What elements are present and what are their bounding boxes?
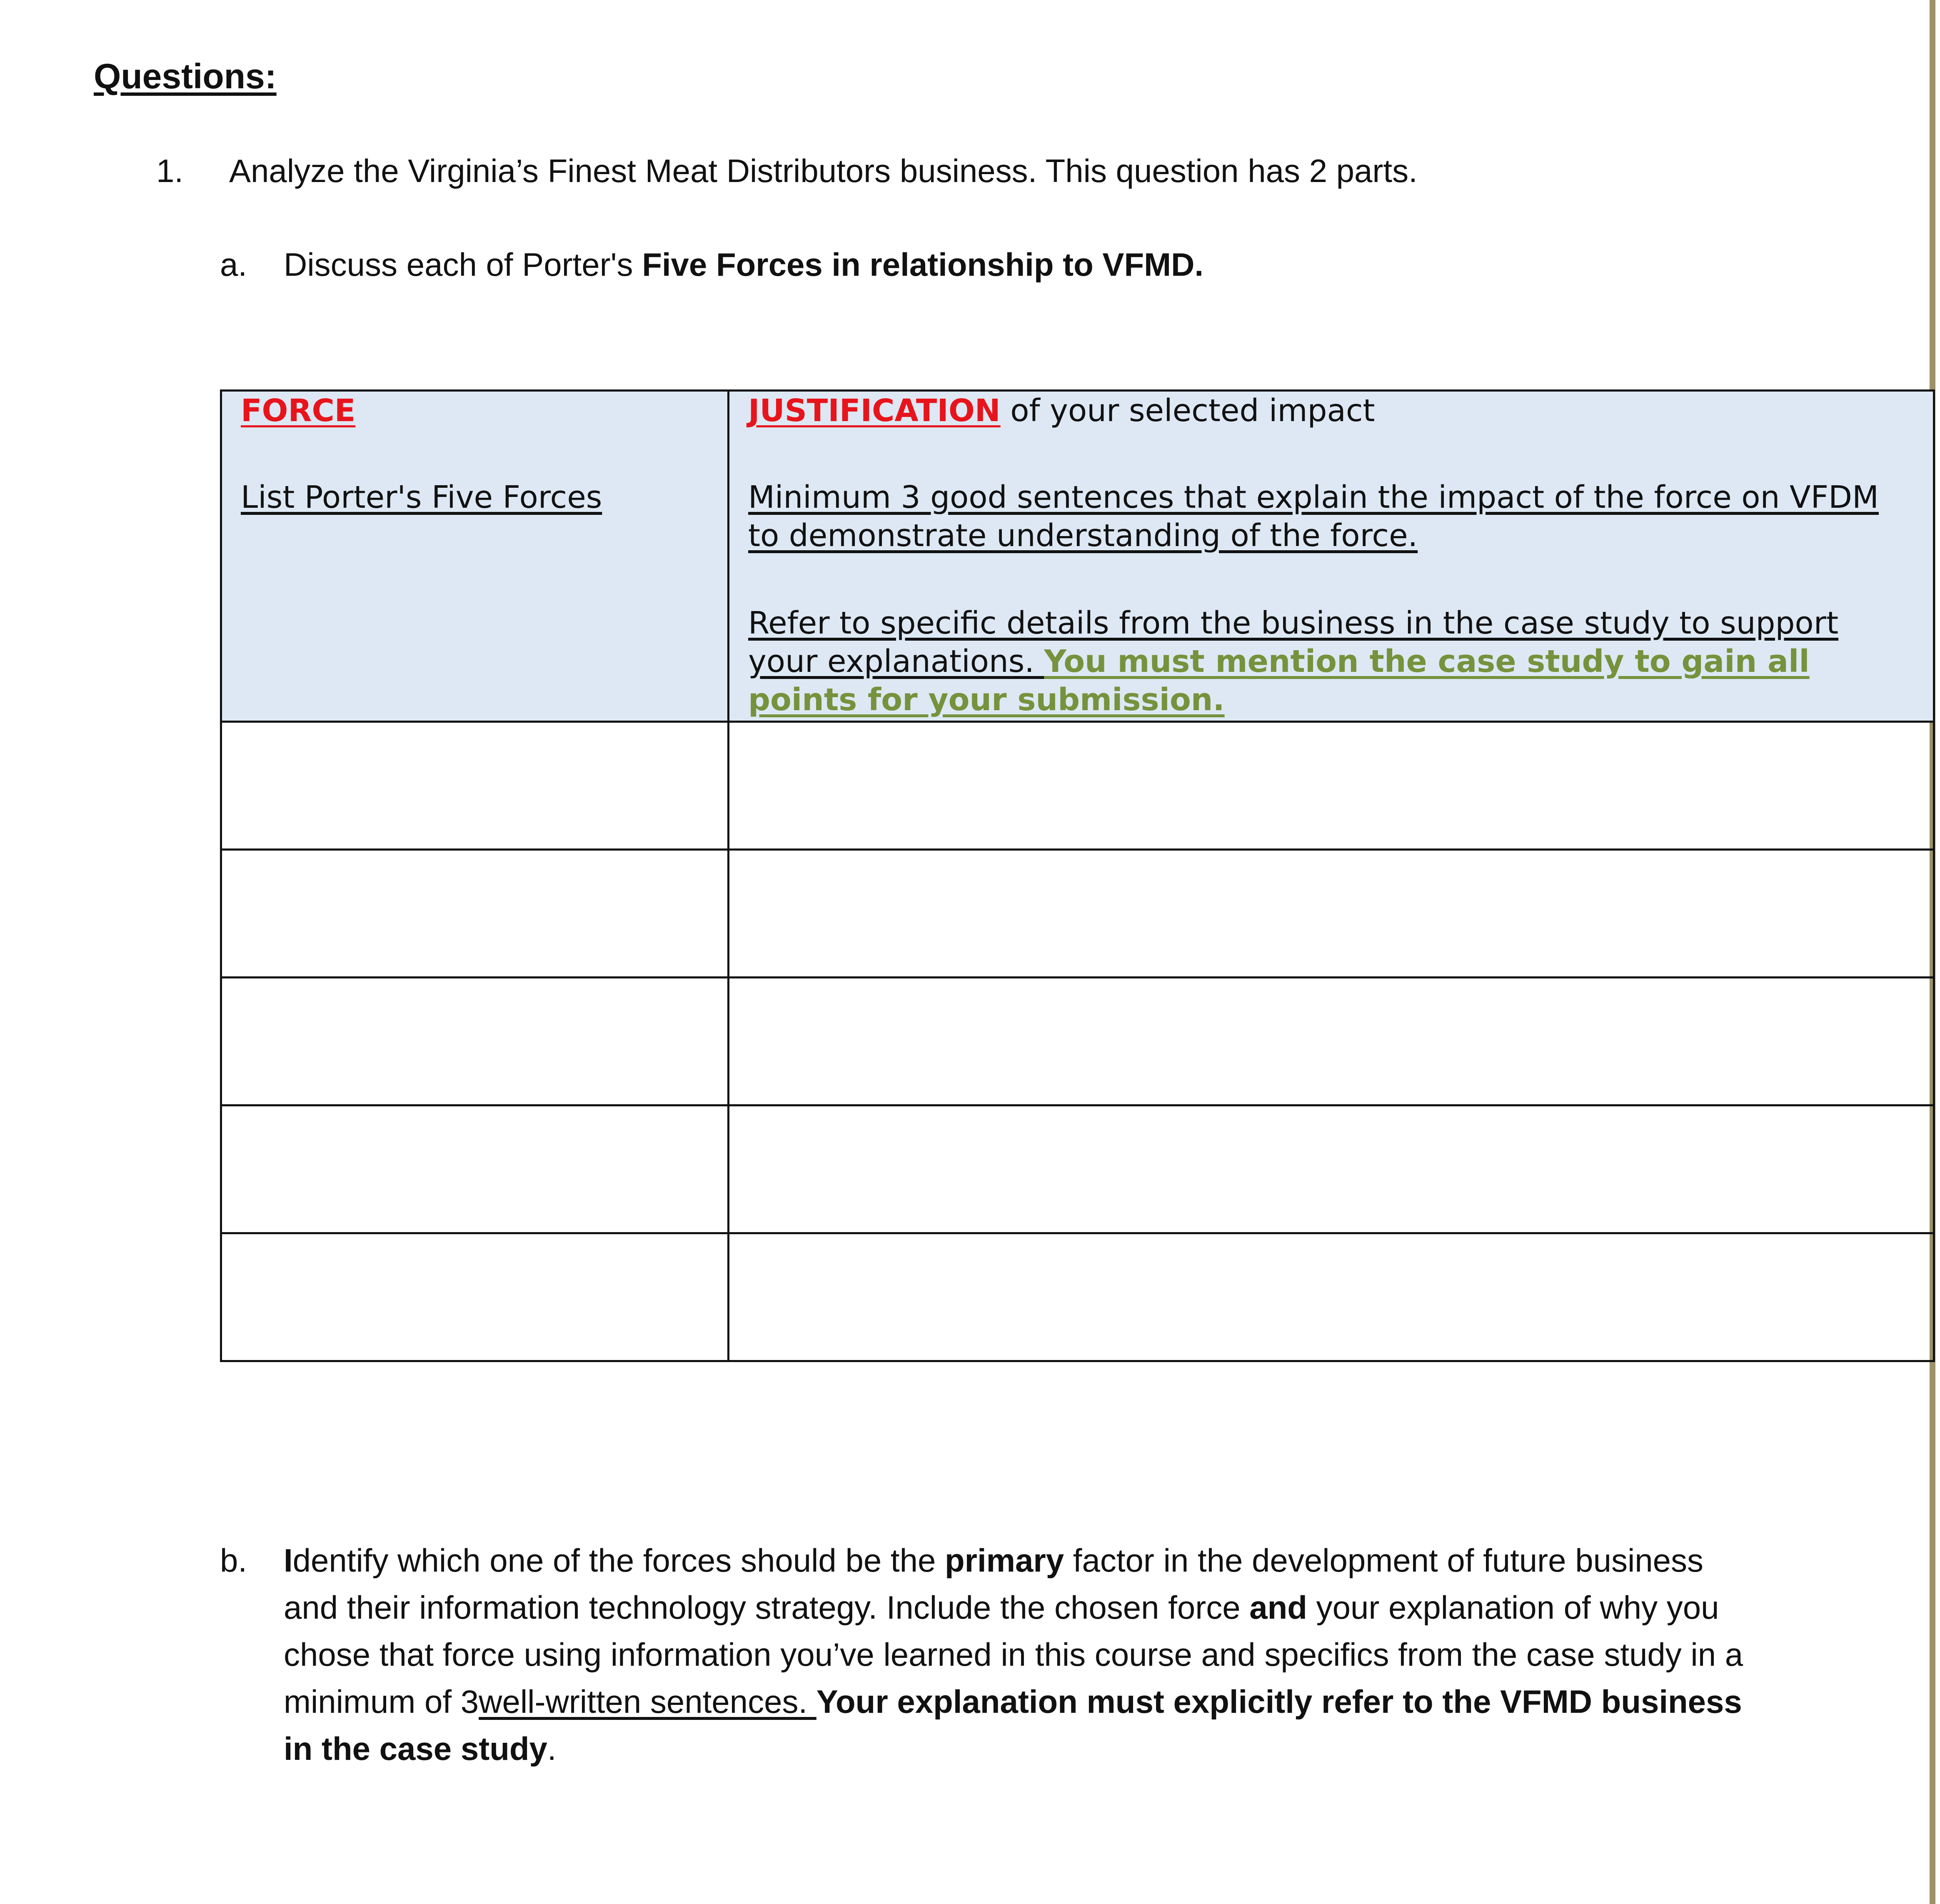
table-row <box>221 1105 1934 1233</box>
question-1b-period: . <box>547 1730 557 1767</box>
table-row <box>221 978 1934 1105</box>
justification-input-cell[interactable] <box>729 1105 1934 1233</box>
force-input-cell[interactable] <box>221 978 729 1105</box>
page-heading: Questions: <box>94 57 277 96</box>
question-1b-text <box>284 1537 1761 1772</box>
question-1-text: Analyze the Virginia’s Finest Meat Distributors business. This question has 2 parts. <box>229 152 1418 189</box>
justification-input-cell[interactable] <box>729 722 1934 850</box>
justification-input-cell[interactable] <box>729 850 1934 978</box>
five-forces-table <box>220 389 1935 1362</box>
question-1a-text-bold: Five Forces in relationship to VFMD. <box>642 246 1204 283</box>
question-1b-bold-end: Your explanation must explicitly refer to the VFMD business in the case study <box>284 1683 1742 1767</box>
force-input-cell[interactable] <box>221 850 729 978</box>
justification-header-rest: of your selected impact <box>1000 393 1375 429</box>
question-1b <box>220 1537 1761 1772</box>
question-1a-label: a. <box>220 246 247 283</box>
question-1a-text <box>284 246 1203 284</box>
question-1b-text-1: dentify which one of the forces should be the <box>292 1542 945 1579</box>
question-1a-text-plain: Discuss each of Porter's <box>284 246 642 283</box>
question-1b-text-2: factor in the development of future business and their information technology strategy. Include the chosen force <box>284 1542 1704 1626</box>
justification-input-cell[interactable] <box>729 978 1934 1105</box>
force-input-cell[interactable] <box>221 1105 729 1233</box>
table-header-row <box>221 391 1934 722</box>
justification-input-cell[interactable] <box>729 1233 1934 1361</box>
force-header-cell <box>221 391 729 722</box>
justification-instruction-2: Refer to specific details from the business in the case study to support your explanations. <box>748 605 1839 679</box>
question-1b-text-3: your explanation of why you chose that force using information you’ve learned in this course and specifics from the case study in a minimum of 3 <box>284 1589 1743 1720</box>
question-1-number: 1. <box>156 152 184 189</box>
table-row <box>221 722 1934 850</box>
question-1b-text-4: well-written sentences. <box>479 1683 816 1720</box>
force-input-cell[interactable] <box>221 1233 729 1361</box>
justification-instruction-green: You must mention the case study to gain all points for your submission. <box>748 644 1810 718</box>
force-instruction: List Porter's Five Forces <box>241 479 602 515</box>
justification-instruction-2-block <box>748 604 1914 719</box>
force-header: FORCE <box>241 393 356 429</box>
justification-header-cell <box>729 391 1934 722</box>
force-input-cell[interactable] <box>221 722 729 850</box>
question-1b-label: b. <box>220 1542 247 1579</box>
question-1b-bold-primary: primary <box>945 1542 1064 1579</box>
justification-instruction-1: Minimum 3 good sentences that explain the impact of the force on VFDM to demonstrate understanding of the force. <box>748 479 1879 554</box>
question-1b-bold-and: and <box>1249 1589 1307 1626</box>
table-row <box>221 1233 1934 1361</box>
justification-header: JUSTIFICATION <box>748 393 1001 429</box>
question-1b-bold-i: I <box>284 1542 293 1579</box>
table-row <box>221 850 1934 978</box>
